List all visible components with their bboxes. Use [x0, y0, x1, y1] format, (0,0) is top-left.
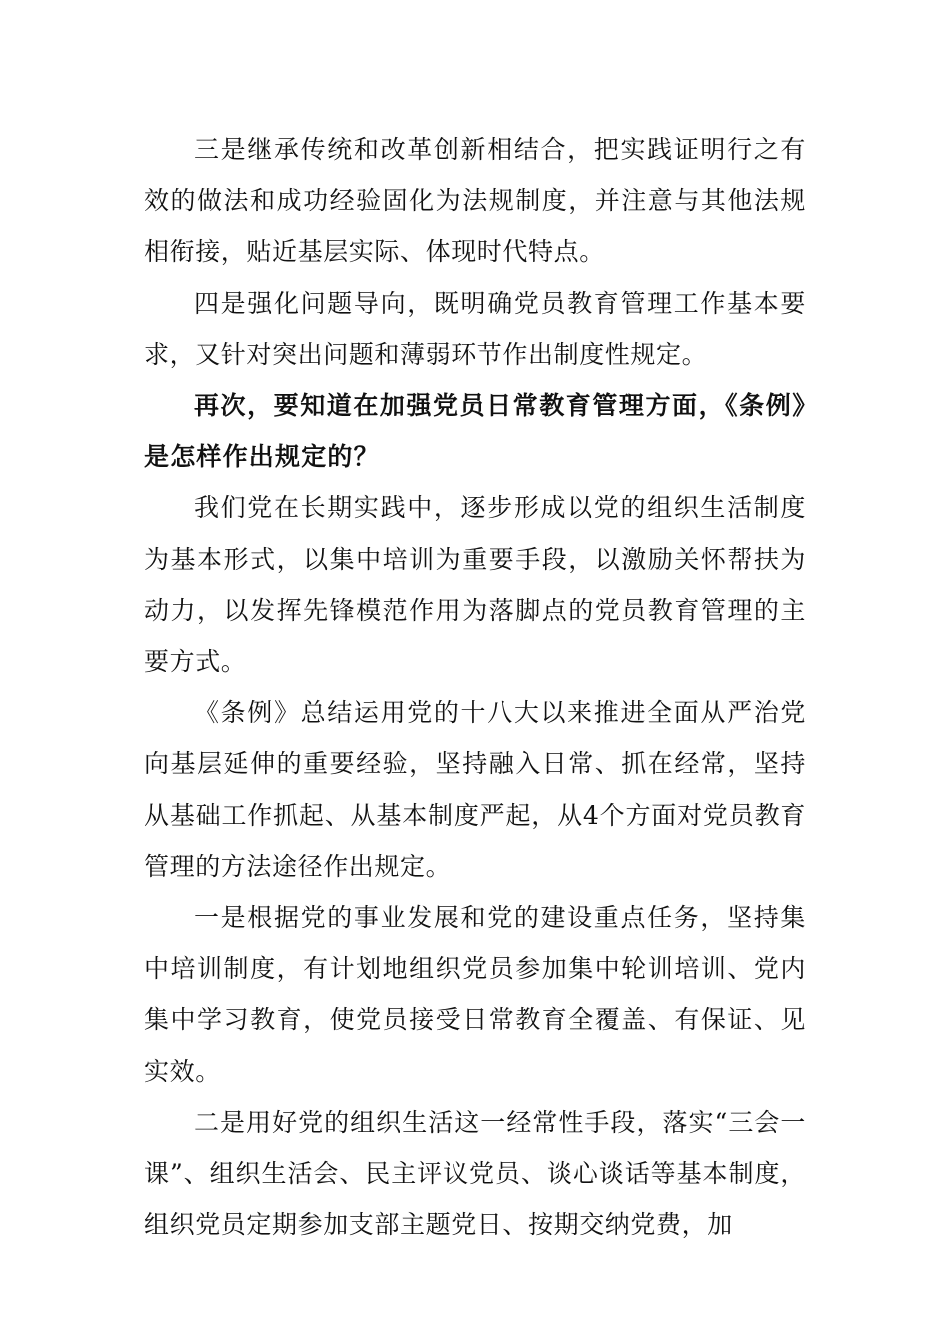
section-heading-daily-management: 再次，要知道在加强党员日常教育管理方面，《条例》是怎样作出规定的？ — [144, 391, 806, 472]
paragraph-first-method: 一是根据党的事业发展和党的建设重点任务，坚持集中培训制度，有计划地组织党员参加集中轮训培训、党内集中学习教育，使党员接受日常教育全覆盖、有保证、见实效。 — [144, 903, 806, 1086]
paragraph-main-methods: 我们党在长期实践中，逐步形成以党的组织生活制度为基本形式，以集中培训为重要手段，以激励关怀帮扶为动力，以发挥先锋模范作用为落脚点的党员教育管理的主要方式。 — [144, 493, 806, 677]
document-body — [144, 124, 806, 1250]
paragraph-regulation-summary: 《条例》总结运用党的十八大以来推进全面从严治党向基层延伸的重要经验，坚持融入日常、抓在经常，坚持从基础工作抓起、从基本制度严起，从4个方面对党员教育管理的方法途径作出规定。 — [144, 698, 806, 881]
paragraph-four-principle: 四是强化问题导向，既明确党员教育管理工作基本要求，又针对突出问题和薄弱环节作出制度性规定。 — [144, 288, 806, 369]
paragraph-second-method: 二是用好党的组织生活这一经常性手段，落实“三会一课”、组织生活会、民主评议党员、谈心谈话等基本制度，组织党员定期参加支部主题党日、按期交纳党费，加 — [144, 1107, 806, 1240]
paragraph-three-principle: 三是继承传统和改革创新相结合，把实践证明行之有效的做法和成功经验固化为法规制度，并注意与其他法规相衔接，贴近基层实际、体现时代特点。 — [144, 135, 806, 267]
